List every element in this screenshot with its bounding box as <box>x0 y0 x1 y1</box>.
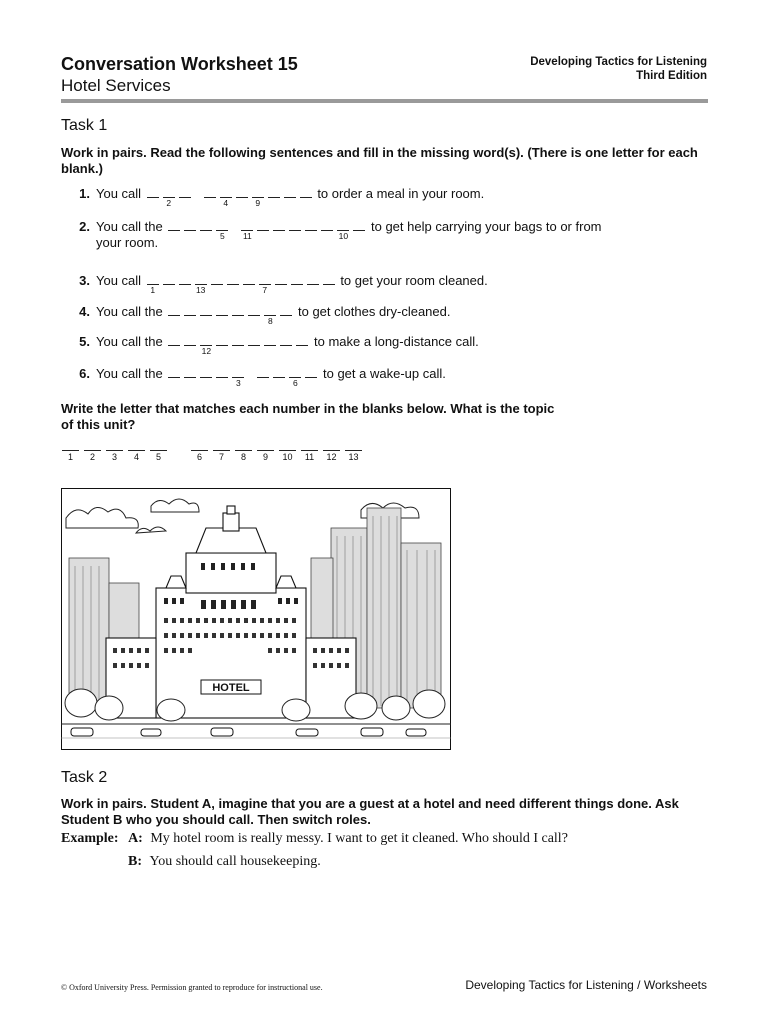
blank-number: 11 <box>242 231 252 241</box>
sentence-post: to get clothes dry-cleaned. <box>298 304 451 319</box>
letter-blank[interactable] <box>259 273 271 295</box>
worksheet-subtitle: Hotel Services <box>61 76 171 95</box>
sentence-6 <box>70 366 446 388</box>
letter-blank[interactable] <box>323 273 335 285</box>
letter-blank[interactable] <box>257 366 269 378</box>
sentence-5 <box>70 334 479 356</box>
worksheet-title: Conversation Worksheet 15 <box>61 54 298 74</box>
sentence-continuation: your room. <box>96 235 159 250</box>
sentence-post: to get a wake-up call. <box>323 366 446 381</box>
blank-number: 6 <box>293 378 298 388</box>
letter-blank[interactable] <box>168 334 180 346</box>
letter-blank[interactable] <box>289 366 301 388</box>
task1-question: Write the letter that matches each number in the blanks below. What is the topic of this unit? <box>61 401 555 432</box>
letter-blank[interactable] <box>211 273 223 285</box>
letter-blank[interactable] <box>307 273 319 285</box>
letter-blank[interactable] <box>264 334 276 346</box>
letter-blank[interactable] <box>296 334 308 346</box>
blank-number: 13 <box>195 285 206 295</box>
sentence-post: to make a long-distance call. <box>314 334 479 349</box>
letter-blank[interactable] <box>321 219 333 231</box>
letter-blank[interactable] <box>216 334 228 346</box>
letter-blank[interactable] <box>216 304 228 316</box>
letter-blank[interactable] <box>163 186 175 208</box>
letter-blank[interactable] <box>264 304 276 326</box>
sentence-pre: You call the <box>96 219 163 234</box>
blank-number: 3 <box>236 378 241 388</box>
book-edition: Third Edition <box>636 70 707 82</box>
letter-blank[interactable] <box>353 219 365 231</box>
answer-blank[interactable]: 4 <box>128 450 145 462</box>
answer-blank[interactable]: 3 <box>106 450 123 462</box>
footer-series-title: Developing Tactics for Listening / Worksheets <box>465 978 707 992</box>
speaker-b-text: You should call housekeeping. <box>149 854 321 869</box>
blank-number: 5 <box>220 231 225 241</box>
example-b <box>128 854 321 870</box>
letter-blank[interactable] <box>280 304 292 316</box>
letter-blank[interactable] <box>337 219 349 241</box>
speaker-b-label: B: <box>128 854 142 869</box>
answer-blank[interactable]: 2 <box>84 450 101 462</box>
letter-blank[interactable] <box>243 273 255 285</box>
sentence-number: 2. <box>79 219 90 234</box>
book-title: Developing Tactics for Listening <box>530 56 707 68</box>
letter-blank[interactable] <box>232 366 244 388</box>
example-label: Example: <box>61 831 119 846</box>
blank-number: 2 <box>166 198 172 208</box>
letter-blank[interactable] <box>248 334 260 346</box>
letter-blank[interactable] <box>280 334 292 346</box>
task2-heading: Task 2 <box>61 769 108 786</box>
answer-blank[interactable]: 6 <box>191 450 208 462</box>
sentence-4 <box>70 304 451 326</box>
letter-blank[interactable] <box>168 304 180 316</box>
letter-blank[interactable] <box>216 366 228 378</box>
letter-blank[interactable] <box>289 219 301 231</box>
hotel-drawing <box>61 488 451 750</box>
letter-blank[interactable] <box>163 273 175 285</box>
answer-blank[interactable]: 7 <box>213 450 230 462</box>
answer-blank[interactable]: 13 <box>345 450 362 462</box>
sentence-post: to get your room cleaned. <box>340 273 488 288</box>
sentence-1 <box>70 186 485 208</box>
letter-blank[interactable] <box>227 273 239 285</box>
letter-blank[interactable] <box>216 219 228 241</box>
sentence-post: to get help carrying your bags to or from <box>371 219 602 234</box>
letter-blank[interactable] <box>284 186 296 198</box>
answer-blank[interactable]: 9 <box>257 450 274 462</box>
sentence-number: 6. <box>79 366 90 381</box>
answer-blanks <box>62 450 367 462</box>
letter-blank[interactable] <box>291 273 303 285</box>
letter-blank[interactable] <box>184 304 196 316</box>
letter-blank[interactable] <box>168 219 180 231</box>
sentence-pre: You call the <box>96 304 163 319</box>
task2-instruction: Work in pairs. Student A, imagine that you are a guest at a hotel and need different things done. Ask Student B who you should call. Then switch roles. <box>61 796 679 827</box>
sentence-pre: You call <box>96 273 142 288</box>
sentence-number: 3. <box>79 273 90 288</box>
letter-blank[interactable] <box>273 366 285 378</box>
answer-blank[interactable]: 8 <box>235 450 252 462</box>
letter-blank[interactable] <box>232 334 244 346</box>
answer-blank[interactable]: 10 <box>279 450 296 462</box>
answer-blank[interactable]: 1 <box>62 450 79 462</box>
letter-blank[interactable] <box>200 219 212 231</box>
letter-blank[interactable] <box>305 366 317 378</box>
blank-number: 7 <box>262 285 268 295</box>
sentence-pre: You call the <box>96 334 163 349</box>
blank-number: 10 <box>338 231 349 241</box>
letter-blank[interactable] <box>204 186 216 198</box>
letter-blank[interactable] <box>248 304 260 316</box>
letter-blank[interactable] <box>184 334 196 346</box>
letter-blank[interactable] <box>200 334 212 356</box>
blank-number: 8 <box>268 316 273 326</box>
blank-number: 9 <box>255 198 261 208</box>
speaker-a-text: My hotel room is really messy. I want to get it cleaned. Who should I call? <box>150 831 568 846</box>
letter-blank[interactable] <box>147 273 159 295</box>
task1-instruction: Work in pairs. Read the following sentences and fill in the missing word(s). (There is one letter for each blank.) <box>61 145 698 176</box>
letter-blank[interactable] <box>200 366 212 378</box>
task1-heading: Task 1 <box>61 117 108 134</box>
answer-blank[interactable]: 11 <box>301 450 318 462</box>
example-a <box>61 831 568 847</box>
letter-blank[interactable] <box>184 366 196 378</box>
letter-blank[interactable] <box>236 186 248 198</box>
letter-blank[interactable] <box>300 186 312 198</box>
letter-blank[interactable] <box>147 186 159 198</box>
header-divider <box>61 99 708 103</box>
letter-blank[interactable] <box>168 366 180 378</box>
letter-blank[interactable] <box>220 186 232 208</box>
letter-blank[interactable] <box>305 219 317 231</box>
sentence-number: 1. <box>79 186 90 201</box>
letter-blank[interactable] <box>232 304 244 316</box>
letter-blank[interactable] <box>179 186 191 198</box>
letter-blank[interactable] <box>179 273 191 285</box>
hotel-illustration <box>61 488 451 750</box>
letter-blank[interactable] <box>200 304 212 316</box>
answer-blank[interactable]: 12 <box>323 450 340 462</box>
sentence-number: 4. <box>79 304 90 319</box>
hotel-sign-text: HOTEL <box>212 682 250 694</box>
blank-number: 12 <box>201 346 212 356</box>
sentence-3 <box>70 273 488 295</box>
copyright-notice: © Oxford University Press. Permission granted to reproduce for instructional use. <box>61 983 323 992</box>
sentence-pre: You call <box>96 186 142 201</box>
letter-blank[interactable] <box>195 273 207 295</box>
sentence-2 <box>70 219 602 250</box>
letter-blank[interactable] <box>273 219 285 231</box>
letter-blank[interactable] <box>268 186 280 198</box>
sentence-number: 5. <box>79 334 90 349</box>
sentence-pre: You call the <box>96 366 163 381</box>
letter-blank[interactable] <box>252 186 264 208</box>
letter-blank[interactable] <box>184 219 196 231</box>
letter-blank[interactable] <box>257 219 269 231</box>
letter-blank[interactable] <box>241 219 253 241</box>
letter-blank[interactable] <box>275 273 287 285</box>
book-info <box>530 55 707 83</box>
blank-number: 1 <box>150 285 156 295</box>
blank-number: 4 <box>223 198 229 208</box>
sentence-post: to order a meal in your room. <box>317 186 485 201</box>
answer-blank[interactable]: 5 <box>150 450 167 462</box>
speaker-a-label: A: <box>128 831 143 846</box>
